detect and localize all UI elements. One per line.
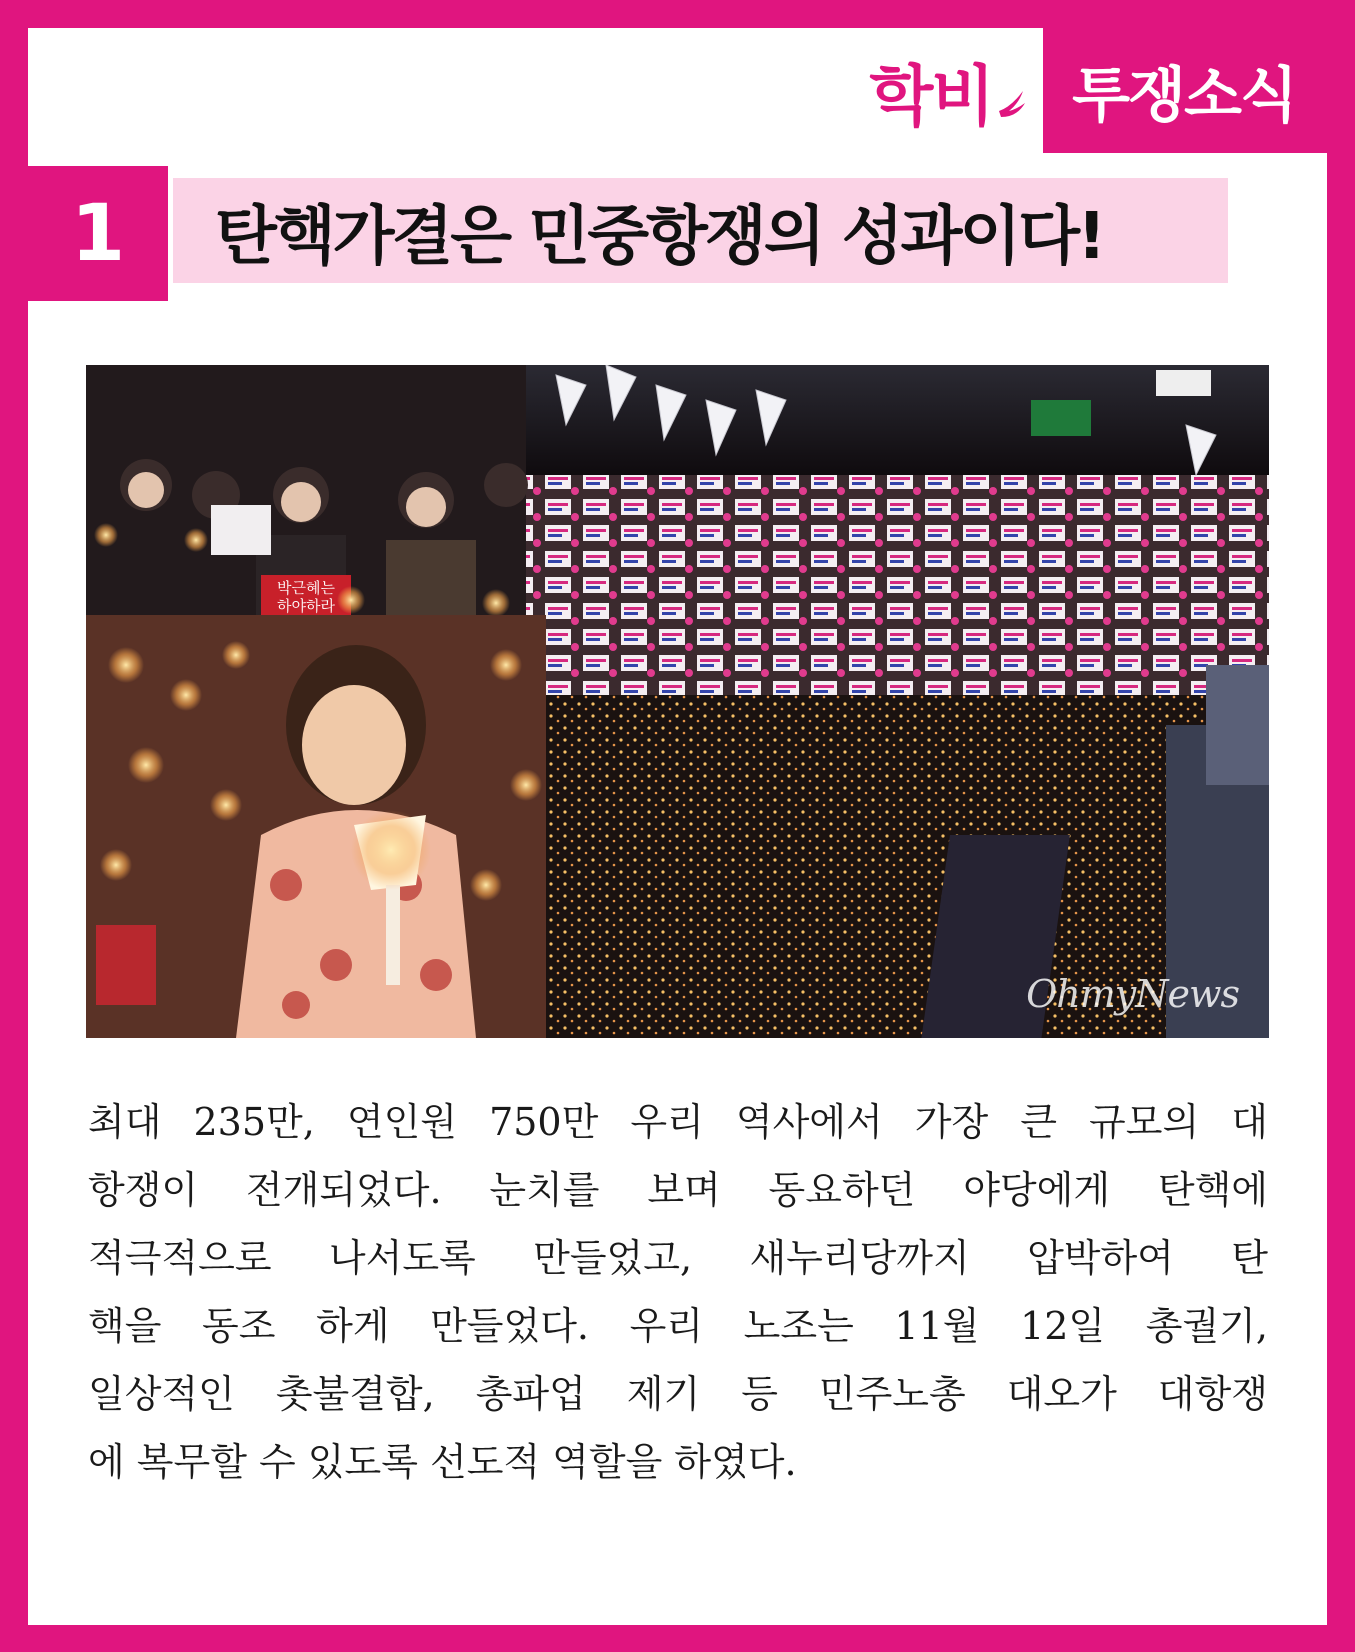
news-card [28, 28, 1327, 1625]
body-word: 일상적인 [88, 1372, 235, 1416]
brand-header [869, 28, 1327, 153]
body-word: 만들었다. [430, 1304, 590, 1348]
body-line [88, 1224, 1268, 1292]
body-word: 12일 [1020, 1304, 1106, 1348]
body-word: 탄핵에 [1157, 1168, 1268, 1212]
body-word: 대 [1231, 1100, 1268, 1144]
body-word: 보며 [647, 1168, 721, 1212]
brand-logo-text: 학비 [869, 58, 993, 135]
body-line [88, 1156, 1268, 1224]
body-word: 대오가 [1006, 1372, 1117, 1416]
body-word: 연인원 [346, 1100, 457, 1144]
body-word: 최대 [88, 1100, 162, 1144]
body-word: 총궐기, [1145, 1304, 1268, 1348]
page-title: 탄핵가결은 민중항쟁의 성과이다! [215, 199, 1104, 274]
wing-icon [997, 81, 1027, 121]
body-word: 큰 [1020, 1100, 1057, 1144]
photo-watermark: OhmyNews [1026, 972, 1239, 1016]
body-word: 만들었고, [533, 1236, 693, 1280]
brand-logo [869, 28, 1043, 153]
body-word: 동조 [202, 1304, 276, 1348]
body-word: 11월 [894, 1304, 980, 1348]
body-word: 민주노총 [818, 1372, 966, 1416]
body-word: 눈치를 [489, 1168, 600, 1212]
body-word: 역사에서 [735, 1100, 883, 1144]
body-word: 동요하던 [768, 1168, 916, 1212]
body-word: 나서도록 [328, 1236, 476, 1280]
body-word: 제기 [626, 1372, 701, 1416]
body-line [88, 1360, 1268, 1428]
sign-text-2: 하야하라 [277, 597, 335, 615]
body-word: 우리 [629, 1304, 704, 1348]
body-line: 에 복무할 수 있도록 선도적 역할을 하였다. [88, 1440, 797, 1484]
body-word: 등 [741, 1372, 778, 1416]
brand-tag: 투쟁소식 [1043, 28, 1327, 153]
body-word: 노조는 [743, 1304, 854, 1348]
body-word: 핵을 [88, 1304, 162, 1348]
body-word: 750만 [489, 1100, 599, 1144]
body-word: 새누리당까지 [749, 1236, 970, 1280]
body-word: 탄 [1231, 1236, 1268, 1280]
body-word: 전개되었다. [245, 1168, 442, 1212]
body-line [88, 1088, 1268, 1156]
title-box [173, 178, 1228, 283]
sign-text-1: 박근혜는 [277, 579, 335, 597]
body-word: 야당에게 [963, 1168, 1111, 1212]
body-word: 가장 [914, 1100, 989, 1144]
body-word: 235만, [193, 1100, 315, 1144]
body-word: 우리 [630, 1100, 704, 1144]
photo-illustration [86, 365, 1269, 1038]
body-word: 대항쟁 [1157, 1372, 1268, 1416]
body-text [88, 1088, 1268, 1496]
body-word: 압박하여 [1027, 1236, 1174, 1280]
section-number: 1 [28, 166, 168, 301]
body-word: 총파업 [475, 1372, 586, 1416]
body-word: 촛불결합, [275, 1372, 435, 1416]
body-word: 하게 [316, 1304, 390, 1348]
body-word: 규모의 [1089, 1100, 1200, 1144]
section-title [28, 178, 1228, 283]
body-word: 적극적으로 [88, 1236, 272, 1280]
protest-photo-collage [86, 365, 1269, 1038]
body-line [88, 1292, 1268, 1360]
body-word: 항쟁이 [88, 1168, 199, 1212]
